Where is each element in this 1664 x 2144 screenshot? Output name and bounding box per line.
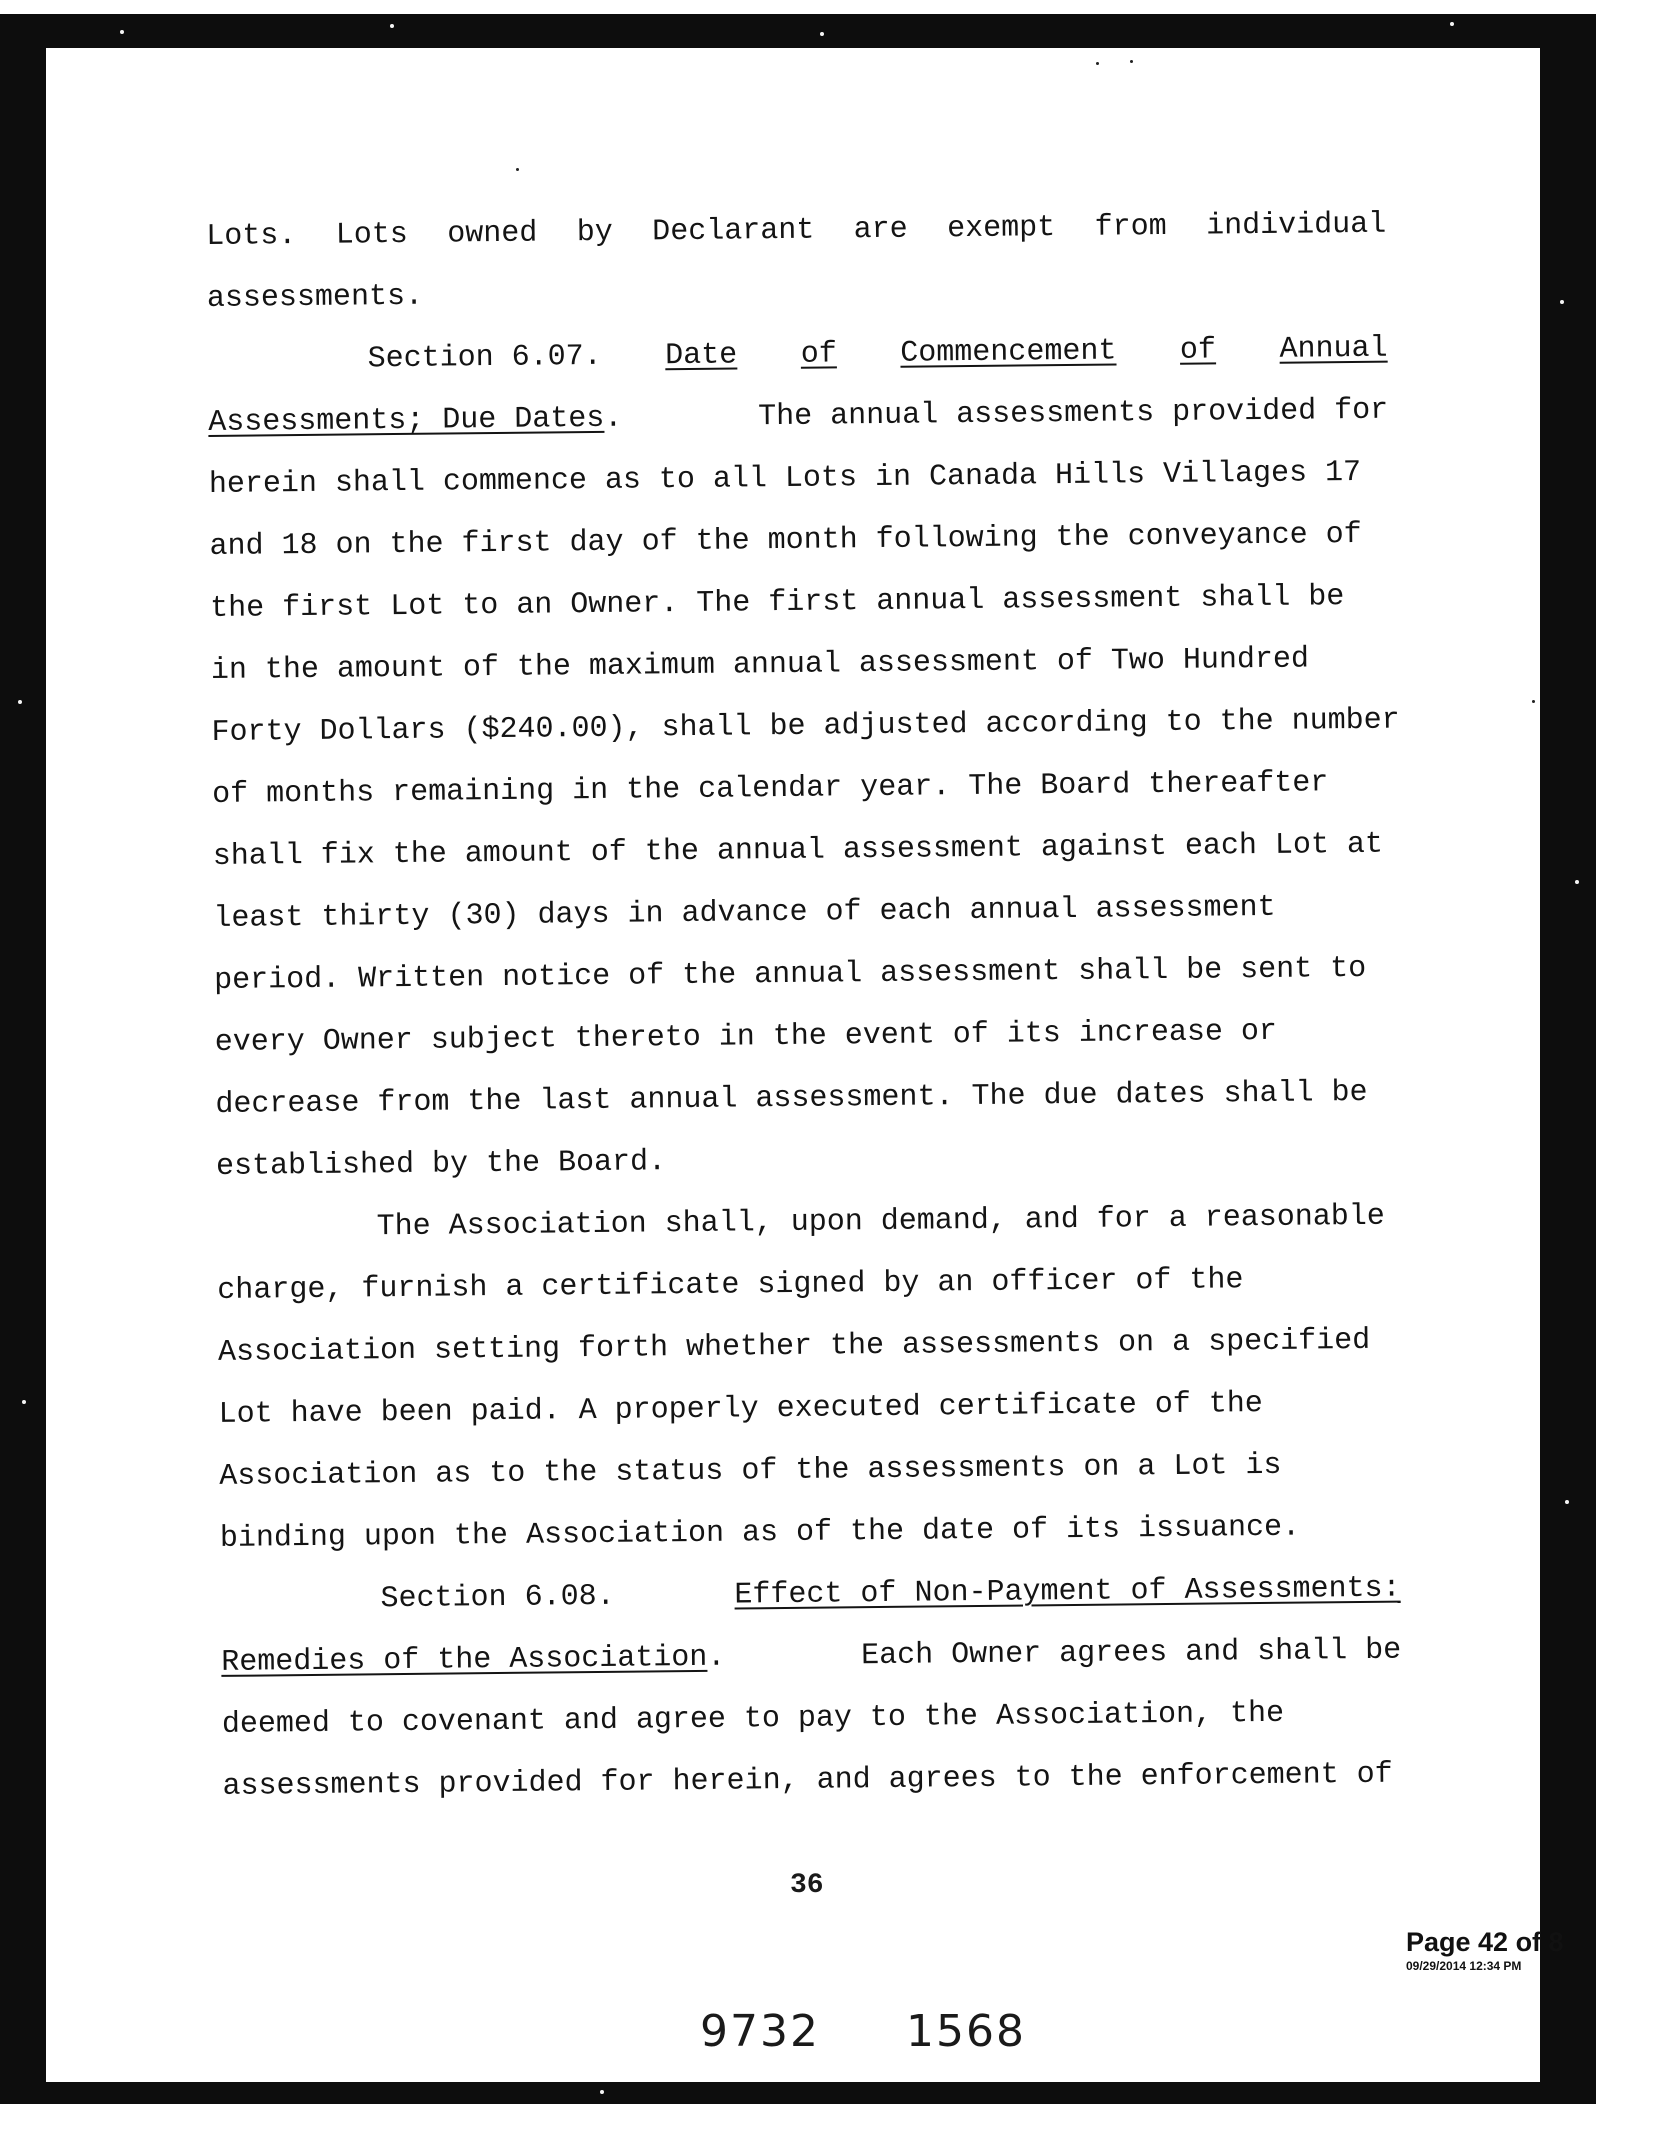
- scan-border-top: [0, 14, 1596, 48]
- text-line: least thirty (30) days in advance of each annual assessment: [213, 890, 1276, 936]
- section-title-word: Annual: [1279, 331, 1388, 367]
- text-line: shall fix the amount of the annual assessment against each Lot at: [212, 827, 1384, 874]
- scan-speck: [1532, 700, 1535, 703]
- section-title: Effect of Non-Payment of Assessments:: [734, 1571, 1401, 1613]
- section-title-word: Commencement: [900, 334, 1117, 371]
- text-line: and 18 on the first day of the month following the conveyance of: [209, 517, 1362, 564]
- text-line: Association as to the status of the assessments on a Lot is: [219, 1448, 1282, 1494]
- scan-speck: [390, 24, 394, 28]
- recorder-page-stamp: [1406, 1926, 1564, 1974]
- text-line: Remedies of the Association. Each Owner agrees and shall be: [221, 1620, 1402, 1694]
- text-line: Lots. Lots owned by Declarant are exempt from individual: [206, 207, 1387, 254]
- recording-book: 9732: [700, 2006, 820, 2057]
- recording-numbers: [700, 2006, 1026, 2057]
- section-title-word: Date: [665, 338, 738, 374]
- text-line: every Owner subject thereto in the event of its increase or: [214, 1014, 1278, 1060]
- scan-speck: [22, 1400, 26, 1404]
- recording-page: 1568: [905, 2006, 1026, 2057]
- text-line: The Association shall, upon demand, and for a reasonable: [376, 1199, 1385, 1245]
- text-line: Assessments; Due Dates. The annual assessments provided for: [208, 380, 1389, 454]
- scan-speck: [1560, 300, 1564, 304]
- scan-speck: [18, 700, 22, 704]
- text-line: in the amount of the maximum annual assessment of Two Hundred: [210, 642, 1310, 688]
- text-line: Forty Dollars ($240.00), shall be adjusted according to the number: [211, 703, 1400, 750]
- scan-speck: [1130, 60, 1133, 63]
- document-body: [206, 194, 1403, 1818]
- scan-speck: [1450, 22, 1454, 26]
- scan-speck: [120, 30, 124, 34]
- text-line: assessments provided for herein, and agrees to the enforcement of: [222, 1757, 1393, 1804]
- text-line: the first Lot to an Owner. The first annual assessment shall be: [210, 580, 1345, 626]
- text-line: of months remaining in the calendar year. The Board thereafter: [211, 766, 1329, 812]
- section-title-word: of: [1179, 333, 1217, 368]
- scan-border-bottom: [0, 2082, 1596, 2104]
- page-stamp-label: Page 42 of 8: [1406, 1927, 1564, 1957]
- section-title: Assessments; Due Dates: [208, 401, 605, 440]
- paragraph-text: The annual assessments provided for: [757, 393, 1389, 435]
- section-title: Remedies of the Association: [221, 1640, 708, 1680]
- text-line: binding upon the Association as of the date of its issuance.: [219, 1510, 1301, 1556]
- scan-speck: [516, 168, 519, 171]
- paragraph-text: Each Owner agrees and shall be: [860, 1633, 1402, 1674]
- scan-border-left: [0, 14, 46, 2104]
- text-line: period. Written notice of the annual assessment shall be sent to: [213, 951, 1367, 998]
- scan-speck: [600, 2090, 604, 2094]
- section-title-word: of: [800, 337, 837, 372]
- page-number: 36: [790, 1870, 824, 1901]
- section-number: Section 6.08.: [380, 1579, 615, 1617]
- scan-speck: [1096, 62, 1099, 65]
- scan-speck: [820, 32, 824, 36]
- section-number: Section 6.07.: [367, 339, 602, 377]
- text-line: assessments.: [206, 279, 424, 316]
- text-line: deemed to covenant and agree to pay to the Association, the: [221, 1696, 1285, 1742]
- text-line: Association setting forth whether the assessments on a specified: [217, 1323, 1371, 1370]
- scan-speck: [1575, 880, 1579, 884]
- text-line: established by the Board.: [215, 1145, 667, 1184]
- page-stamp-timestamp: 09/29/2014 12:34 PM: [1406, 1959, 1522, 1973]
- text-line: charge, furnish a certificate signed by an officer of the: [217, 1263, 1244, 1308]
- scan-speck: [1565, 1500, 1569, 1504]
- text-line: decrease from the last annual assessment. The due dates shall be: [215, 1075, 1368, 1122]
- text-line: herein shall commence as to all Lots in Canada Hills Villages 17: [208, 455, 1362, 502]
- text-line: Lot have been paid. A properly executed certificate of the: [218, 1387, 1263, 1432]
- scan-border-right: [1540, 14, 1596, 2104]
